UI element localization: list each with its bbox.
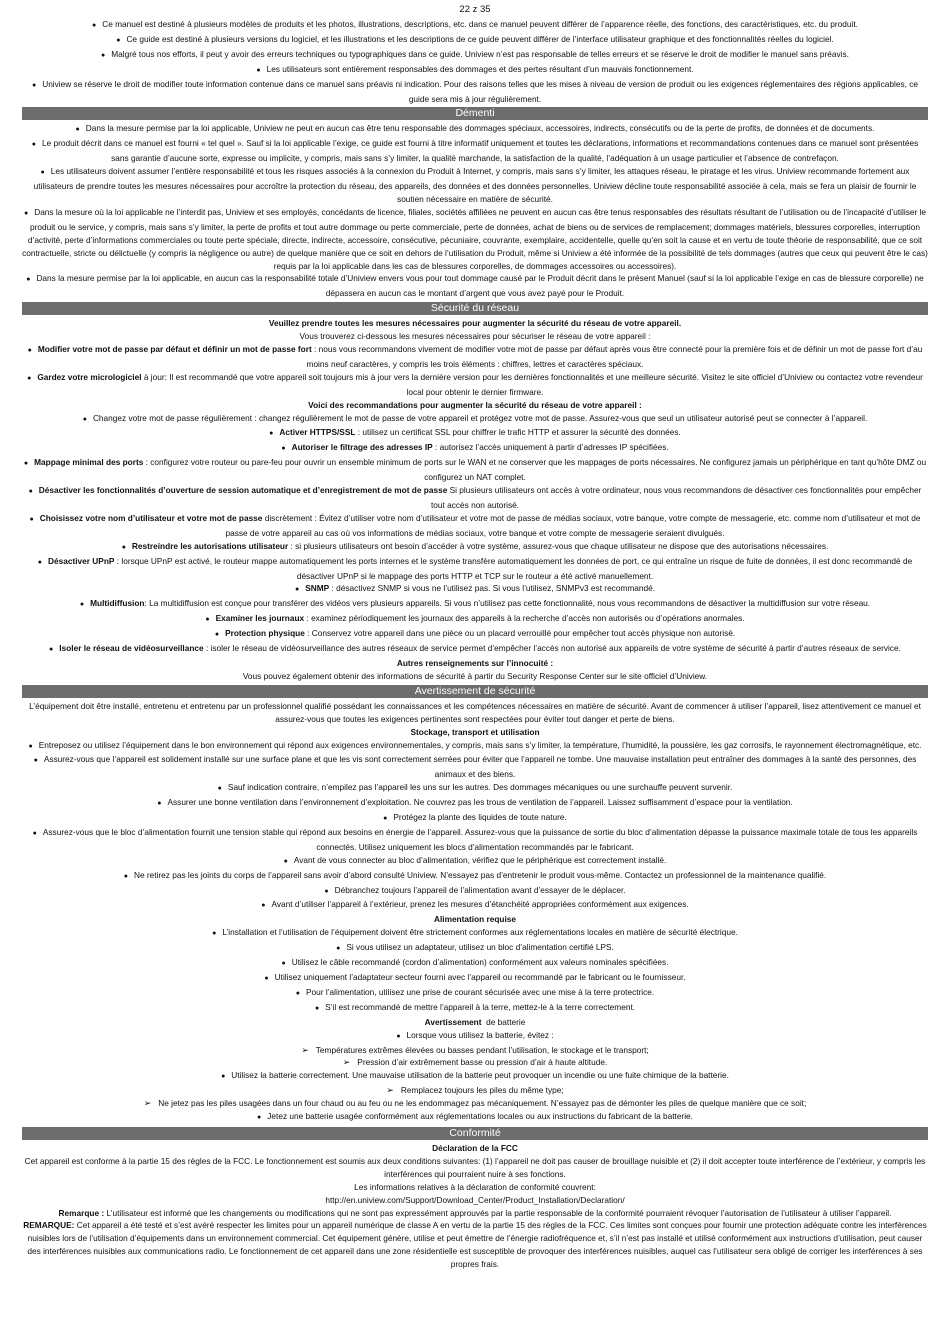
bullet-icon: ●	[157, 800, 162, 808]
bullet-icon: ●	[28, 742, 33, 750]
list-item: ● Changez votre mot de passe régulièrement : changez régulièrement le mot de passe de votre appareil et protégez votre mot de passe. Assurez-vous que seul un utilisateur autorisé peut se connecter à l’appareil.	[22, 412, 928, 427]
bullet-icon: ●	[264, 975, 269, 982]
list-item: ● Avant de vous connecter au bloc d’alimentation, vérifiez que le périphérique est correctement installé.	[22, 854, 928, 869]
bullet-icon: ●	[383, 815, 388, 823]
list-item: ● Les utilisateurs doivent assumer l’entière responsabilité et tous les risques associés à la connexion du Produit à Internet, y compris, mais sans s’y limiter, les attaques réseau, le piratage et les virus. Uniview recommande fortement aux utilisateurs de prendre toutes les mesures nécessaires pour accroître la protection du réseau, des appareils, des données et des données personnelles. Uniview décline toute responsabilité associée à cela, mais se fera un plaisir de fournir le soutien nécessaire en matière de sécurité.	[33, 166, 917, 204]
list-item: ● Modifier votre mot de passe par défaut et définir un mot de passe fort : nous vous recommandons vivement de modifier votre mot de passe par défaut après vous être connecté pour la première fois et de définir un mot de passe fort d’au moins neuf caractères, y compris les trois éléments : chiffres, lettres et caractères spéciaux.	[27, 344, 923, 369]
list-item: ● S’il est recommandé de mettre l’appareil à la terre, mettez-le à la terre correctement.	[22, 1001, 928, 1016]
list-item: ● Pour l’alimentation, utilisez une prise de courant sécurisée avec une mise à la terre protectrice.	[22, 986, 928, 1001]
list-item: ● Dans la mesure où la loi applicable ne l’interdit pas, Uniview et ses employés, concédants de licence, filiales, sociétés affiliées ne peuvent en aucun cas être tenus responsables des résultats résultant de l’utilisation ou de l’incapacité d’utiliser le produit ou le service, y compris, mais sans s’y limiter, la perte de profits et tout autre dommage ou perte commerciale, perte de données, achat de biens ou de services de remplacement; dommages matériels, blessures corporelles, interruption d’activité, perte d’informations commerciales ou toute perte spéciale, directe, indirecte, accessoire, consécutive, pécuniaire, couvrante, exemplaire, accidentelle, quelle qu’en soit la cause et en vertu de toute théorie de responsabilité, que ce soit contractuelle, stricte ou délictuelle (y compris la négligence ou autre) de quelque manière que ce soit en dehors de l’utilisation du Produit, même si Uniview a été informée de la possibilité de tels dommages (autres que ceux qui peuvent être le cas) requis par la loi applicable dans les cas de blessures corporelles, de dommages accessoires ou accessoires).	[22, 206, 928, 271]
bullet-icon: ●	[40, 169, 45, 177]
bullet-icon: ●	[295, 989, 301, 997]
dementi-list	[22, 122, 928, 300]
list-item: ● Gardez votre micrologiciel à jour: Il est recommandé que votre appareil soit toujours mis à jour vers la dernière version pour les dernières fonctionnalités et une meilleure sécurité. Visitez le site officiel d’Uniview ou contactez votre revendeur local pour obtenir le dernier firmware.	[27, 371, 923, 397]
list-item: ● Ne retirez pas les joints du corps de l’appareil sans avoir d’abord consulté Uniview. N’essayez pas d’entretenir le produit vous-même. Contactez un professionnel de la maintenance qualifié.	[22, 869, 928, 884]
subheading: Voici des recommandations pour augmenter la sécurité du réseau de votre appareil :	[308, 399, 642, 410]
list-item: ● L’installation et l’utilisation de l’équipement doivent être strictement conformes aux réglementations locales en matière de sécurité électrique.	[22, 926, 928, 941]
bullet-icon: ●	[281, 445, 286, 453]
section-header-dementi: Démenti	[22, 107, 928, 120]
list-item: ● Protection physique : Conservez votre appareil dans une pièce ou un placard verrouillé pour empêcher tout accès physique non autorisé.	[22, 627, 928, 642]
bullet-icon: ●	[27, 347, 32, 355]
bullet-icon: ●	[261, 902, 266, 910]
list-item: ● Examiner les journaux : examinez périodiquement les journaux des appareils à la recherche d’accès non autorisés ou d’opérations anormales.	[22, 612, 928, 627]
list-item: ● Assurer une bonne ventilation dans l’environnement d’exploitation. Ne couvrez pas les trous de ventilation de l’appareil. Laissez suffisamment d’espace pour la ventilation.	[22, 796, 928, 811]
list-item: ● Mappage minimal des ports : configurez votre routeur ou pare-feu pour ouvrir un ensemble minimum de ports sur le WAN et ne conserver que les mappages de ports nécessaires. Ne configurez jamais un périphérique en tant qu’hôte DMZ ou configurez un NAT complet.	[23, 457, 927, 483]
list-item: ➢ Ne jetez pas les piles usagées dans un four chaud ou au feu ou ne les endommagez pas mécaniquement. N’essayez pas de démonter les piles de quelque manière que ce soit;	[143, 1098, 807, 1109]
bullet-icon: ●	[256, 66, 261, 74]
list-item: ● Isoler le réseau de vidéosurveillance : isoler le réseau de vidéosurveillance des autres réseaux de service permet d’empêcher l’accès non autorisé aux appareils de votre système de sécurité à partir d’autres réseaux de service.	[22, 642, 928, 657]
list-item: ● Dans la mesure permise par la loi applicable, en aucun cas la responsabilité totale d’Uniview envers vous pour tout dommage causé par le Produit décrit dans le présent Manuel (sauf si la loi applicable l’exige en cas de blessure corporelle) ne dépassera en aucun cas le montant d’argent que vous avez payé pour le Produit.	[26, 273, 924, 299]
list-item: ● Entreposez ou utilisez l’équipement dans le bon environnement qui répond aux exigences environnementales, y compris, mais sans s’y limiter, la température, l’humidité, la poussière, les gaz corrosifs, le rayonnement électromagnétique, etc.	[22, 739, 928, 754]
list-item: ● Débranchez toujours l’appareil de l’alimentation avant d’essayer de le déplacer.	[22, 884, 928, 899]
bullet-icon: ●	[396, 1032, 401, 1040]
subheading: Avertissement de batterie	[424, 1016, 526, 1027]
subheading: Déclaration de la FCC	[432, 1142, 518, 1153]
list-item: ● Désactiver les fonctionnalités d’ouverture de session automatique et d’enregistrement de mot de passe Si plusieurs utilisateurs ont accès à votre ordinateur, nous vous recommandons de désactiver ces fonctionnalités pour empêcher tout accès non autorisé.	[28, 485, 922, 510]
bullet-icon: ●	[283, 857, 288, 865]
list-item: ● Ce guide est destiné à plusieurs versions du logiciel, et les illustrations et les descriptions de ce guide peuvent différer de l’interface utilisateur graphique et des fonctionnalités réelles du logiciel.	[22, 33, 928, 48]
bullet-icon: ●	[121, 543, 126, 551]
list-item: ● Utilisez la batterie correctement. Une mauvaise utilisation de la batterie peut provoquer un incendie ou une fuite chimique de la batterie.	[22, 1069, 928, 1084]
bullet-icon: ●	[314, 1004, 320, 1012]
arrow-bullet-icon: ➢	[143, 1098, 152, 1109]
list-item: ● Jetez une batterie usagée conformément aux réglementations locales ou aux instructions du fabricant de la batterie.	[22, 1110, 928, 1125]
arrow-bullet-icon: ➢	[301, 1044, 309, 1055]
section-header-conformite: Conformité	[22, 1127, 928, 1140]
list-item: ● Utilisez le câble recommandé (cordon d’alimentation) conformément aux valeurs nominales spécifiées.	[22, 956, 928, 971]
list-item: ➢ Remplacez toujours les piles du même type;	[386, 1085, 564, 1096]
bullet-icon: ●	[26, 276, 31, 284]
list-item: ● Malgré tous nos efforts, il peut y avoir des erreurs techniques ou typographiques dans ce guide. Uniview n’est pas responsable de telles erreurs et se réserve le droit de modifier le manuel sans préavis.	[22, 48, 928, 63]
paragraph: Cet appareil est conforme à la partie 15 des règles de la FCC. Le fonctionnement est soumis aux deux conditions suivantes: (1) l’appareil ne doit pas causer de brouillage nuisible et (2) il doit accepter toute interférence de l’extérieur, y compris les interférences qui pourraient nuire à ses fonctions.	[24, 1155, 926, 1179]
bullet-icon: ●	[101, 51, 106, 59]
bullet-icon: ●	[29, 515, 34, 523]
list-item: ● Autoriser le filtrage des adresses IP : autorisez l’accès uniquement à partir d’adresses IP spécifiées.	[22, 441, 928, 456]
arrow-bullet-icon: ➢	[386, 1085, 394, 1096]
bullet-icon: ●	[116, 36, 121, 44]
bullet-icon: ●	[31, 81, 37, 89]
intro-list	[22, 18, 928, 105]
list-item: ● Lorsque vous utilisez la batterie, évitez :	[22, 1029, 928, 1044]
bullet-icon: ●	[32, 829, 37, 837]
bullet-icon: ●	[123, 872, 128, 880]
arrow-bullet-icon: ➢	[342, 1057, 351, 1068]
list-item: ● Uniview se réserve le droit de modifier toute information contenue dans ce manuel sans préavis ni indication. Pour des raisons telles que les mises à niveau de version de produit ou les exigences réglementaires des régions applicables, ce guide sera mis à jour régulièrement.	[31, 78, 919, 104]
bullet-icon: ●	[214, 631, 220, 639]
subheading: Veuillez prendre toutes les mesures nécessaires pour augmenter la sécurité du réseau de votre appareil.	[268, 318, 682, 329]
subheading: Stockage, transport et utilisation	[410, 726, 540, 737]
list-item: ● Le produit décrit dans ce manuel est fourni « tel quel ». Sauf si la loi applicable l’exige, ce guide est fourni à titre informatif uniquement et toutes les déclarations, informations et recommandations contenues dans ce manuel sont présentées sans garantie d’aucune sorte, expresse ou implicite, y compris, mais sans s’y limiter, la qualité marchande, la satisfaction de la qualité, l’adéquation à un usage particulier et l’absence de contrefaçon.	[31, 138, 919, 164]
declaration-link[interactable]: http://en.uniview.com/Support/Download_Center/Product_Installation/Declaration/	[325, 1194, 625, 1205]
bullet-icon: ●	[75, 126, 80, 134]
list-item: ● Assurez-vous que le bloc d’alimentation fournit une tension stable qui répond aux besoins en énergie de l’appareil. Assurez-vous que la puissance de sortie du bloc d’alimentation dépasse la puissance maximale totale de tous les appareils connectés. Utilisez uniquement les blocs d’alimentation recommandés par le fabricant.	[32, 826, 918, 852]
bullet-icon: ●	[257, 1114, 262, 1122]
list-item: ● Si vous utilisez un adaptateur, utilisez un bloc d’alimentation certifié LPS.	[22, 941, 928, 956]
list-item: ● Choisissez votre nom d’utilisateur et votre mot de passe discrètement : Évitez d’utiliser votre nom d’utilisateur et votre mot de passe de médias sociaux, votre banque, votre compte de messagerie, etc. comme nom d’utilisateur et mot de passe de votre appareil au cas où vos informations de médias sociaux, votre banque et votre compte de messagerie seraient divulgués.	[29, 512, 921, 538]
bullet-icon: ●	[28, 488, 33, 496]
page-number: 22 z 35	[459, 4, 491, 15]
bullet-icon: ●	[92, 22, 97, 29]
list-item: ● Restreindre les autorisations utilisateur : si plusieurs utilisateurs ont besoin d’accéder à votre système, assurez-vous que chaque utilisateur ne dispose que des autorisations nécessaires.	[22, 540, 928, 555]
bullet-icon: ●	[33, 757, 38, 765]
list-item: ● Dans la mesure permise par la loi applicable, Uniview ne peut en aucun cas être tenu responsable des dommages spéciaux, accessoires, indirects, consécutifs ou de la perte de profits, de données et de documents.	[22, 122, 928, 137]
bullet-icon: ●	[336, 945, 341, 953]
list-item: ● Désactiver UPnP : lorsque UPnP est activé, le routeur mappe automatiquement les ports internes et le système transfère automatiquement les données de port, ce qui entraîne un risque de fuite de données, il est donc recommandé de désactiver UPnP si le mappage des ports HTTP et TCP sur le routeur a été activé manuellement.	[37, 555, 913, 581]
list-item: ● Utilisez uniquement l’adaptateur secteur fourni avec l’appareil ou recommandé par le fabricant ou le fournisseur.	[22, 971, 928, 986]
bullet-icon: ●	[205, 616, 210, 624]
bullet-icon: ●	[37, 558, 43, 566]
list-item: ● Les utilisateurs sont entièrement responsables des dommages et des pertes résultant d’un mauvais fonctionnement.	[22, 63, 928, 78]
bullet-icon: ●	[31, 141, 36, 149]
list-item: ● Multidiffusion: La multidiffusion est conçue pour transférer des vidéos vers plusieurs appareils. Si vous n’utilisez pas cette fonctionnalité, nous vous recommandons de désactiver la multidiffusion sur votre réseau.	[22, 597, 928, 612]
paragraph: REMARQUE: Cet appareil a été testé et s’est avéré respecter les limites pour un appareil numérique de classe A en vertu de la partie 15 des règles de la FCC. Ces limites sont conçues pour fournir une protection adéquate contre les interférences nuisibles lors de l’utilisation d’équipements dans un environnement commercial. Cet équipement génère, utilise et peut émettre de l’énergie radiofréquence et, s’il n’est pas installé et utilisé conformément aux instructions d’utilisation, peut causer des interférences nuisibles aux communications radio. Le fonctionnement de cet appareil dans une zone résidentielle est susceptible de provoquer des interférences nuisibles, auquel cas l’utilisateur sera obligé de corriger les interférences à ses propres frais.	[23, 1220, 927, 1270]
paragraph: Remarque : L’utilisateur est informé que les changements ou modifications qui ne sont pas expressément approuvés par la partie responsable de la conformité pourraient révoquer l’autorisation de l’utilisateur à utiliser l’appareil.	[58, 1207, 892, 1218]
bullet-icon: ●	[23, 460, 29, 468]
list-item: ● SNMP : désactivez SNMP si vous ne l’utilisez pas. Si vous l’utilisez, SNMPv3 est recommandé.	[22, 582, 928, 597]
section-header-securite-reseau: Sécurité du réseau	[22, 302, 928, 315]
bullet-icon: ●	[324, 887, 329, 895]
paragraph: Vous trouverez ci-dessous les mesures nécessaires pour sécuriser le réseau de votre appareil :	[299, 331, 651, 342]
document-page	[22, 0, 928, 1271]
bullet-icon: ●	[79, 601, 85, 609]
bullet-icon: ●	[269, 430, 274, 438]
bullet-icon: ●	[281, 960, 286, 968]
section-header-avertissement: Avertissement de sécurité	[22, 685, 928, 698]
list-item: ● Sauf indication contraire, n’empilez pas l’appareil les uns sur les autres. Des dommages mécaniques ou une surchauffe peuvent survenir.	[22, 781, 928, 796]
paragraph: L’équipement doit être installé, entretenu et entretenu par un professionnel qualifié possédant les connaissances et les compétences nécessaires en matière de sécurité. Avant de commencer à utiliser l’appareil, lisez attentivement ce manuel et assurez-vous que toutes les exigences pertinentes sont respectées pour éviter tout danger et perte de biens.	[29, 700, 921, 724]
list-item: ● Avant d’utiliser l’appareil à l’extérieur, prenez les mesures d’étanchéité appropriées conformément aux exigences.	[22, 898, 928, 913]
list-item: ● Protégez la plante des liquides de toute nature.	[22, 811, 928, 826]
bullet-icon: ●	[49, 646, 54, 654]
paragraph: Les informations relatives à la déclaration de conformité couvrent:	[354, 1181, 596, 1192]
subheading: Autres renseignements sur l’innocuité :	[396, 657, 554, 668]
bullet-icon: ●	[221, 1073, 226, 1081]
bullet-icon: ●	[217, 785, 222, 793]
subheading: Alimentation requise	[433, 914, 517, 925]
list-item: ➢ Pression d’air extrêmement basse ou pression d’air à haute altitude.	[342, 1057, 608, 1068]
list-item: ● Activer HTTPS/SSL : utilisez un certificat SSL pour chiffrer le trafic HTTP et assurer la sécurité des données.	[22, 426, 928, 441]
bullet-icon: ●	[294, 586, 300, 594]
list-item: ➢ Températures extrêmes élevées ou basses pendant l’utilisation, le stockage et le transport;	[301, 1044, 649, 1055]
bullet-icon: ●	[27, 374, 32, 382]
bullet-icon: ●	[212, 930, 217, 938]
bullet-icon: ●	[82, 415, 87, 423]
list-item: ● Assurez-vous que l’appareil est solidement installé sur une surface plane et que les vis sont correctement serrées pour éviter que l’appareil ne tombe. Une mauvaise installation peut entraîner des dommages à la santé des personnes, des animaux et des biens.	[33, 754, 917, 780]
paragraph: Vous pouvez également obtenir des informations de sécurité à partir du Security Response Center sur le site officiel d’Uniview.	[242, 670, 708, 681]
bullet-icon: ●	[23, 209, 29, 217]
list-item: ● Ce manuel est destiné à plusieurs modèles de produits et les photos, illustrations, descriptions, etc. dans ce manuel peuvent différer de l’apparence réelle, des fonctions, des caractéristiques, etc. du produit.	[22, 18, 928, 33]
